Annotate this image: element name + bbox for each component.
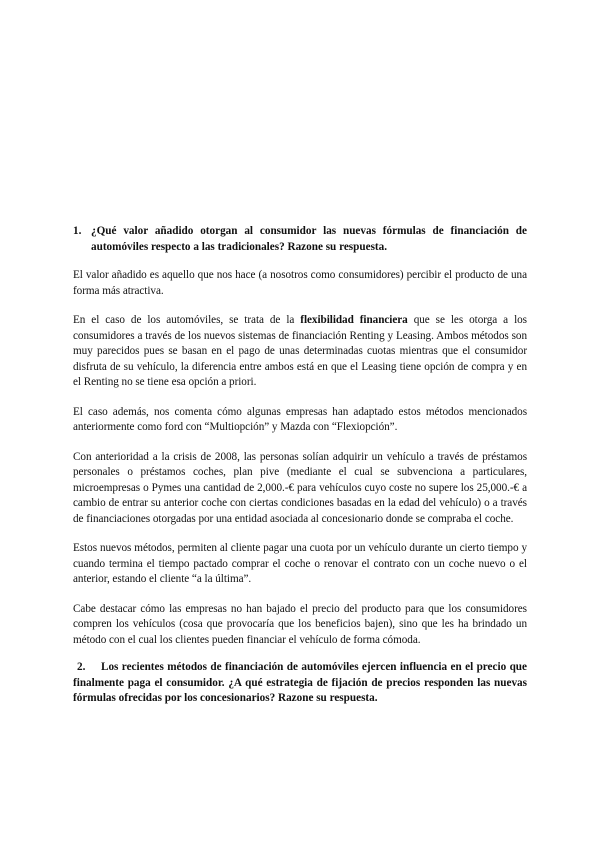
question-1-text: ¿Qué valor añadido otorgan al consumidor las nuevas fórmulas de financiación de automóviles respecto a las tradicionales? Razone su respuesta. (91, 225, 527, 253)
paragraph-3: El caso además, nos comenta cómo algunas empresas han adaptado estos métodos mencionados anteriormente como ford con “Multiopción” y Mazda con “Flexiopción”. (73, 405, 527, 433)
question-1 (73, 224, 527, 255)
paragraph-5: Estos nuevos métodos, permiten al cliente pagar una cuota por un vehículo durante un cierto tiempo y cuando termina el tiempo pactado comprar el coche o renovar el contrato con un coche nuevo o el anterior, estando el cliente “a la última”. (73, 542, 527, 585)
paragraph-2-start: En el caso de los automóviles, se trata de la (73, 314, 301, 326)
question-2-number: 2. (77, 661, 86, 673)
document-body (73, 224, 527, 707)
paragraph-2 (73, 313, 527, 391)
paragraph-1: El valor añadido es aquello que nos hace (a nosotros como consumidores) percibir el producto de una forma más atractiva. (73, 269, 527, 297)
paragraph-2-end: que se les otorga a los consumidores a través de los nuevos sistemas de financiación Renting y Leasing. Ambos métodos son muy parecidos pues se basan en el pago de unas determinadas cuotas mientras que el consumidor disfruta de su vehículo, la diferencia entre ambos está en que el Leasing tiene opción de compra y en el Renting no se tiene esa opción a priori. (73, 314, 527, 388)
question-2-text: Los recientes métodos de financiación de automóviles ejercen influencia en el precio que finalmente paga el consumidor. ¿A qué estrategia de fijación de precios responden las nuevas fórmulas ofrecidas por los concesionarios? Razone su respuesta. (73, 661, 527, 704)
paragraph-2-emphasis: flexibilidad financiera (300, 314, 408, 326)
question-1-number: 1. (73, 225, 82, 237)
paragraph-6: Cabe destacar cómo las empresas no han bajado el precio del producto para que los consumidores compren los vehículos (cosa que provocaría que los beneficios bajen), sino que les ha brindado un método con el cual los clientes pueden financiar el vehículo de forma cómoda. (73, 602, 527, 646)
paragraph-4: Con anterioridad a la crisis de 2008, las personas solían adquirir un vehículo a través de préstamos personales o préstamos coches, plan pive (mediante el cual se subvenciona a particulares, microempresas o Pymes una cantidad de 2,000.-€ para vehículos cuyo coste no supere los 25,000.-€ a cambio de entrar su anterior coche con ciertas condiciones basadas en la edad del vehículo) o a través de financiaciones otorgadas por una entidad asociada al concesionario donde se compraba el coche. (73, 450, 527, 525)
question-2 (73, 660, 527, 707)
